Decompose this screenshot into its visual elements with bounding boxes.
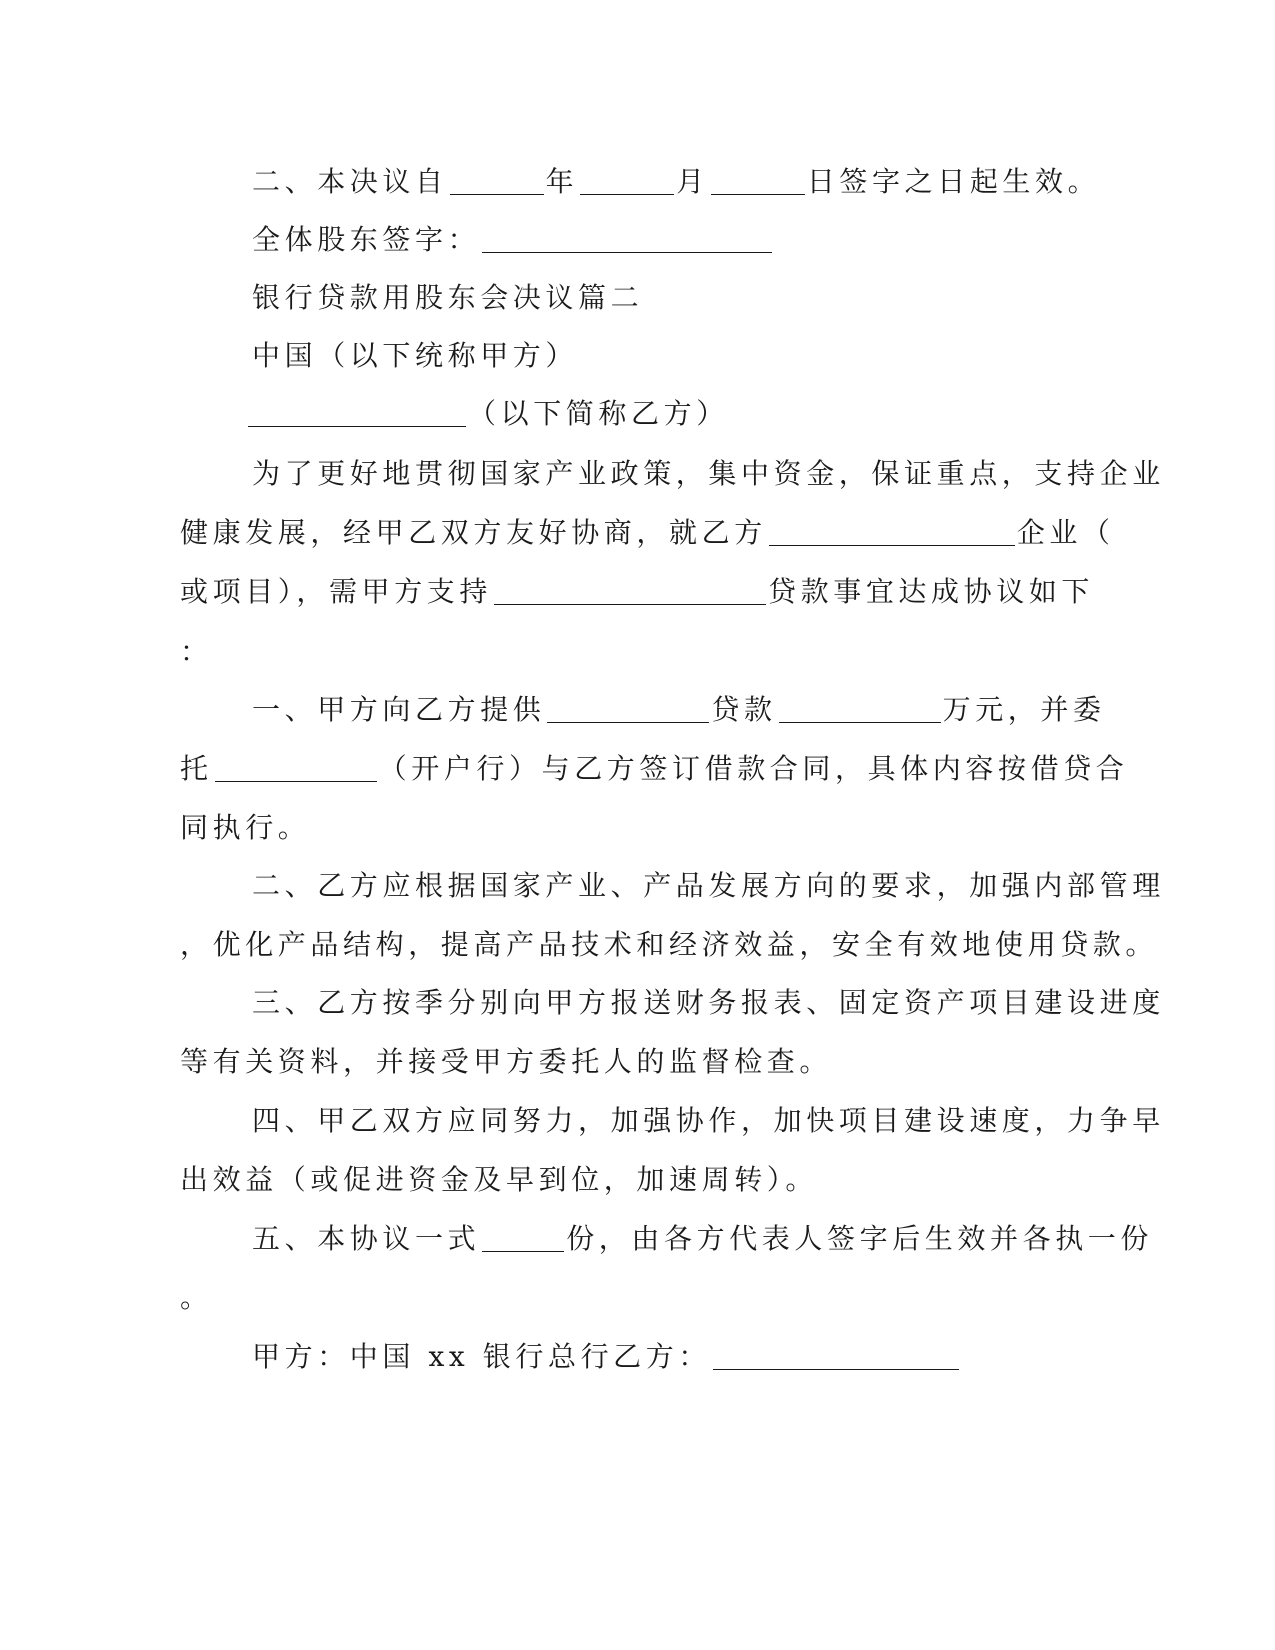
year-blank[interactable] [450, 162, 544, 195]
clause-five-line [252, 1219, 1153, 1259]
loan-amount-blank[interactable] [779, 690, 941, 723]
loan-type-blank[interactable] [494, 572, 766, 605]
copies-blank[interactable] [482, 1219, 564, 1252]
text-segment: 年 [545, 165, 579, 198]
text-segment: 贷款 [711, 693, 777, 726]
clause-one-line [252, 690, 1106, 730]
text-segment: 日签字之日起生效。 [806, 165, 1101, 198]
clause-one-line [180, 749, 1128, 789]
shareholder-signature-blank[interactable] [482, 220, 772, 253]
text-segment: 份，由各方代表人签字后生效并各执一份 [566, 1222, 1154, 1255]
clause-four-line: 四、甲乙双方应同努力，加强协作，加快项目建设速度，力争早 [252, 1104, 1165, 1137]
month-blank[interactable] [580, 162, 674, 195]
text-segment: 二、本决议自 [252, 165, 448, 198]
paragraph-line: ： [180, 635, 213, 668]
party-b-signature-blank[interactable] [713, 1337, 959, 1370]
text-segment: （以下简称乙方） [468, 397, 729, 430]
clause-three-line: 三、乙方按季分别向甲方报送财务报表、固定资产项目建设进度 [252, 986, 1165, 1019]
bank-blank[interactable] [215, 749, 377, 782]
text-segment: 健康发展，经甲乙双方友好协商，就乙方 [180, 516, 767, 549]
text-segment: 托 [180, 752, 213, 785]
clause-two-line: 二、乙方应根据国家产业、产品发展方向的要求，加强内部管理 [252, 869, 1165, 902]
text-segment: 或项目），需甲方支持 [180, 575, 493, 608]
text-segment: 五、本协议一式 [252, 1222, 481, 1255]
signature-line [252, 1337, 961, 1377]
party-b-line [248, 394, 729, 434]
paragraph-line [180, 572, 1094, 612]
text-segment: （开户行）与乙方签订借款合同，具体内容按借贷合 [378, 752, 1129, 785]
day-blank[interactable] [711, 162, 805, 195]
text-segment: 月 [676, 165, 709, 198]
party-b-name-blank[interactable] [248, 394, 466, 427]
text-segment: 一、甲方向乙方提供 [252, 693, 546, 726]
clause-two-line: ，优化产品结构，提高产品技术和经济效益，安全有效地使用贷款。 [180, 928, 1159, 961]
text-segment: 甲方：中国 xx 银行总行乙方： [252, 1340, 711, 1373]
paragraph-line [180, 513, 1115, 553]
clause-four-line: 出效益（或促进资金及早到位，加速周转）。 [180, 1163, 819, 1196]
paragraph-line: 为了更好地贯彻国家产业政策，集中资金，保证重点，支持企业 [252, 457, 1165, 490]
clause-five-line: 。 [180, 1281, 213, 1314]
loan-provider-blank[interactable] [547, 690, 709, 723]
party-a-line: 中国（以下统称甲方） [252, 339, 579, 372]
enterprise-blank[interactable] [769, 513, 1015, 546]
text-segment: 贷款事宜达成协议如下 [768, 575, 1095, 608]
clause-one-line: 同执行。 [180, 811, 311, 844]
text-segment: 万元，并委 [942, 693, 1106, 726]
text-segment: 企业（ [1016, 516, 1115, 549]
resolution-effective-line [252, 162, 1100, 202]
shareholder-signature-line [252, 220, 774, 260]
section-heading: 银行贷款用股东会决议篇二 [252, 281, 644, 314]
text-segment: 全体股东签字： [252, 223, 481, 256]
clause-three-line: 等有关资料，并接受甲方委托人的监督检查。 [180, 1045, 833, 1078]
